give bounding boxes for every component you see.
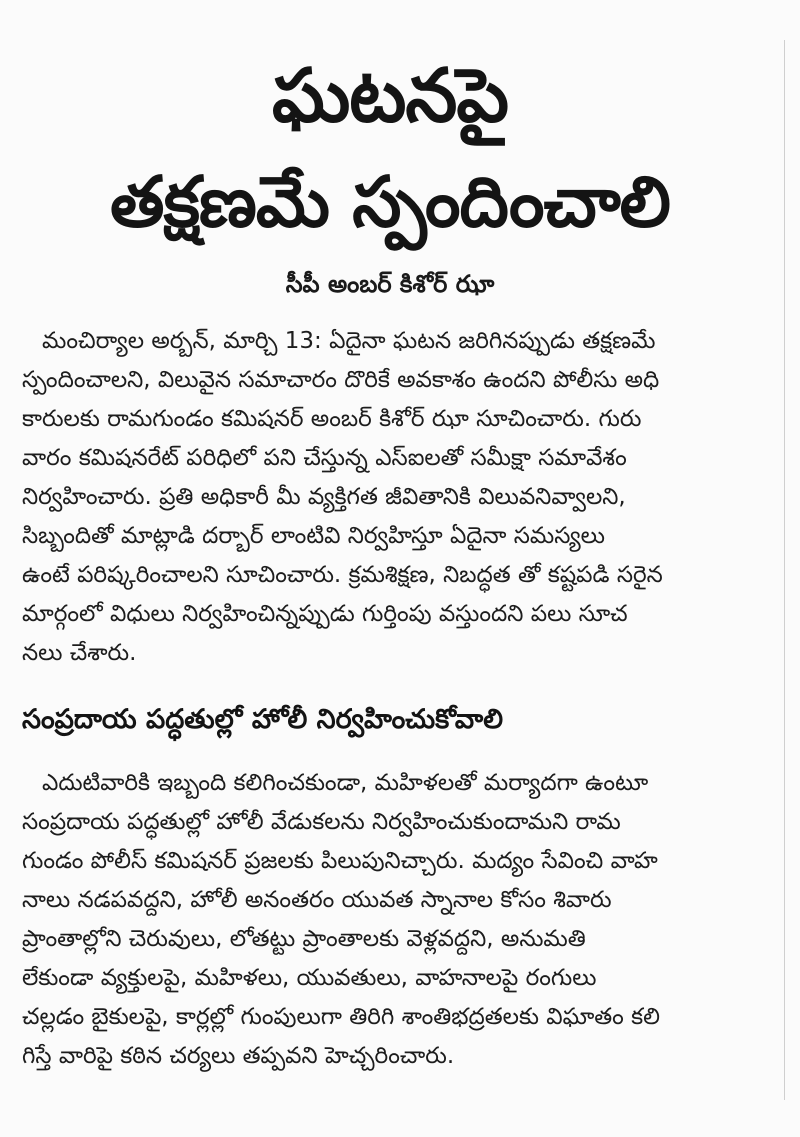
byline: సీపీ అంబర్ కిశోర్ ఝా [285,270,495,298]
paragraph-line: నాలు నడపవద్దని, హోలీ అనంతరం యువత స్నానాల కోసం శివారు [22,887,612,913]
paragraph-line: గిస్తే వారిపై కఠిన చర్యలు తప్పవని హెచ్చరించారు. [22,1043,455,1069]
paragraph-line: నిర్వహించారు. ప్రతి అధికారీ మీ వ్యక్తిగత జీవితానికి విలువనివ్వాలని, [22,484,626,510]
headline-line-2: తక్షణమే స్పందించాలి [110,161,670,243]
paragraph-line: సిబ్బందితో మాట్లాడి దర్బార్ లాంటివి నిర్వహిస్తూ ఏదైనా సమస్యలు [22,523,605,549]
paragraph-line: ఉంటే పరిష్కరించాలని సూచించారు. క్రమశిక్షణ, నిబద్ధత తో కష్టపడి సరైన [22,562,663,588]
paragraph-line: వారం కమిషనరేట్ పరిధిలో పని చేస్తున్న ఎస్ఐలతో సమీక్షా సమావేశం [22,445,627,471]
paragraph-line: నలు చేశారు. [22,640,137,666]
column-divider [784,40,785,1100]
paragraph-line: మంచిర్యాల అర్బన్, మార్చి 13: ఏదైనా ఘటన జరిగినప్పుడు తక్షణమే [42,328,656,354]
paragraph-line: కారులకు రామగుండం కమిషనర్ అంబర్ కిశోర్ ఝా సూచించారు. గురు [22,406,642,432]
paragraph-line: చల్లడం బైకులపై, కార్లల్లో గుంపులుగా తిరిగి శాంతిభద్రతలకు విఘాతం కలి [22,1004,661,1030]
paragraph-line: సంప్రదాయ పద్ధతుల్లో హోలీ వేడుకలను నిర్వహించుకుందామని రామ [22,809,621,835]
paragraph-line: స్పందించాలని, విలువైన సమాచారం దొరికే అవకాశం ఉందని పోలీసు అధి [22,367,660,393]
article-paragraph-2 [22,764,762,1076]
paragraph-line: గుండం పోలీస్ కమిషనర్ ప్రజలకు పిలుపునిచ్చారు. మద్యం సేవించి వాహ [22,848,658,874]
paragraph-line: ఎదుటివారికి ఇబ్బంది కలిగించకుండా, మహిళలతో మర్యాదగా ఉంటూ [42,770,649,796]
paragraph-line: మార్గంలో విధులు నిర్వహించిన్నప్పుడు గుర్తింపు వస్తుందని పలు సూచ [22,601,628,627]
paragraph-line: ప్రాంతాల్లోని చెరువులు, లోతట్టు ప్రాంతాలకు వెళ్లవద్దని, అనుమతి [22,926,586,952]
headline-line-1: ఘటనపై [272,53,508,139]
paragraph-line: లేకుండా వ్యక్తులపై, మహిళలు, యువతులు, వాహనాలపై రంగులు [22,965,597,991]
article-paragraph-1 [22,322,762,673]
subheading: సంప్రదాయ పద్ధతుల్లో హోలీ నిర్వహించుకోవాలి [22,704,504,735]
